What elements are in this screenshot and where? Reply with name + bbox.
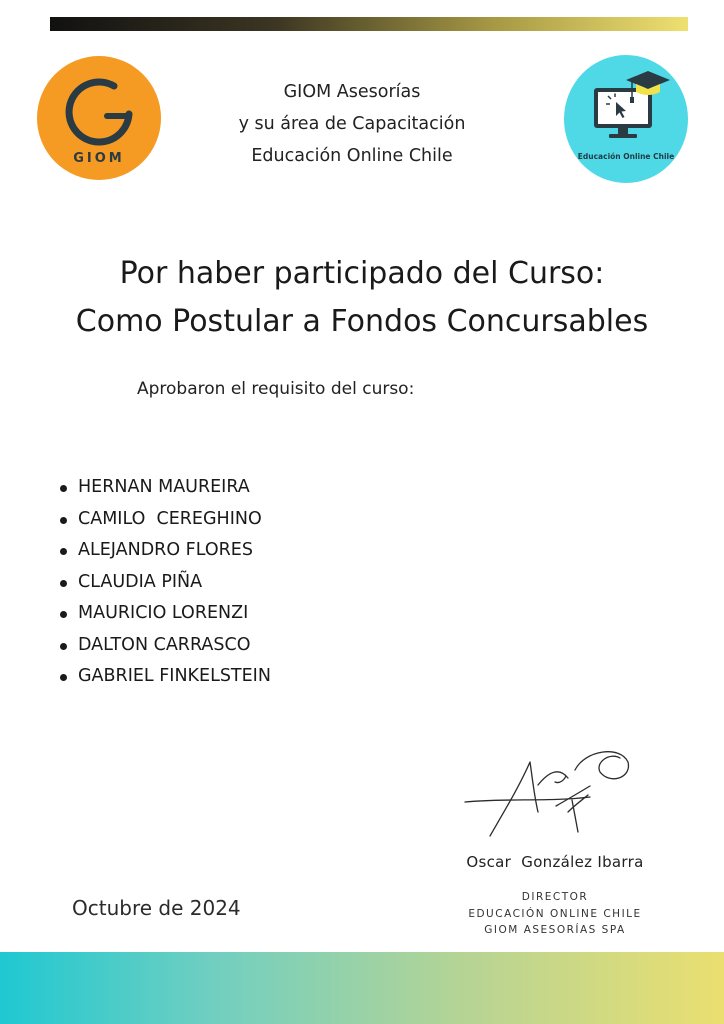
headline-line-1: Por haber participado del Curso: xyxy=(119,256,605,291)
org-line-1: GIOM Asesorías xyxy=(283,82,421,102)
issue-date: Octubre de 2024 xyxy=(72,896,241,920)
course-headline xyxy=(0,250,724,346)
signer-role-1: DIRECTOR xyxy=(521,891,589,903)
list-item: MAURICIO LORENZI xyxy=(60,598,271,630)
list-item: GABRIEL FINKELSTEIN xyxy=(60,661,271,693)
bottom-gradient-bar xyxy=(0,952,724,1024)
signer-name: Oscar González Ibarra xyxy=(466,853,644,871)
approved-label: Aprobaron el requisito del curso: xyxy=(137,379,415,399)
list-item: ALEJANDRO FLORES xyxy=(60,535,271,567)
giom-logo-text: GIOM xyxy=(73,151,125,166)
giom-logo xyxy=(37,56,161,180)
signer-role-3: GIOM ASESORÍAS SPA xyxy=(484,924,626,936)
signer-role-2: EDUCACIÓN ONLINE CHILE xyxy=(468,907,642,920)
top-gradient-bar xyxy=(50,17,688,31)
participants-list xyxy=(60,472,271,693)
signer-roles xyxy=(430,889,680,939)
handwritten-signature xyxy=(460,740,650,840)
list-item: CAMILO CEREGHINO xyxy=(60,504,271,536)
org-line-3: Educación Online Chile xyxy=(251,146,453,166)
educacion-logo-text: Educación Online Chile xyxy=(577,152,675,161)
list-item: CLAUDIA PIÑA xyxy=(60,567,271,599)
educacion-online-logo xyxy=(564,55,688,183)
organization-block xyxy=(190,76,514,172)
list-item: DALTON CARRASCO xyxy=(60,630,271,662)
headline-line-2: Como Postular a Fondos Concursables xyxy=(75,304,649,339)
org-line-2: y su área de Capacitación xyxy=(238,114,466,134)
list-item: HERNAN MAUREIRA xyxy=(60,472,271,504)
